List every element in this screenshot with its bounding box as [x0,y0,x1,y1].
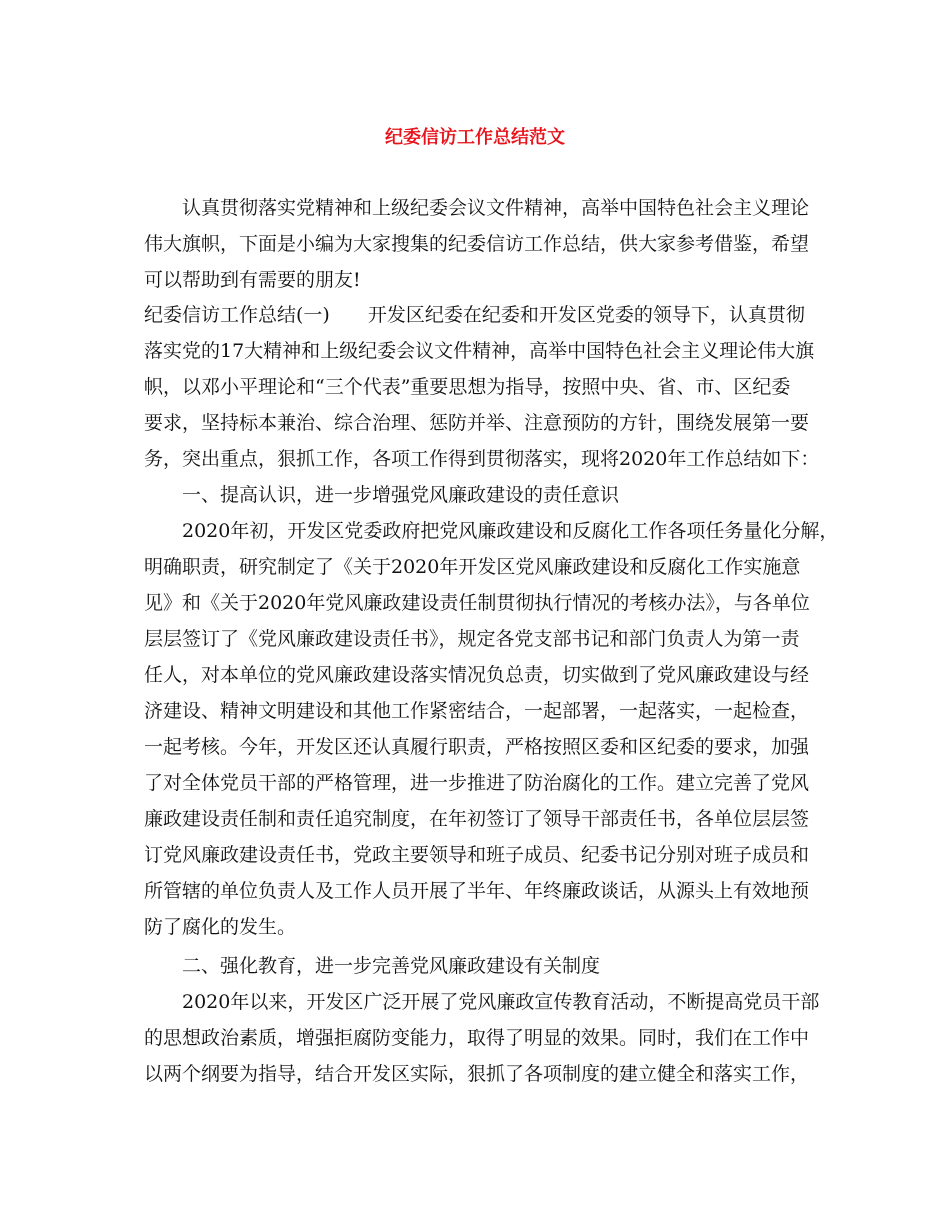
body-line: 明确职责，研究制定了《关于2020年开发区党风廉政建设和反腐化工作实施意 [144,556,801,578]
body-line: 落实党的17大精神和上级纪委会议文件精神，高举中国特色社会主义理论伟大旗 [144,340,815,362]
body-line: 帜，以邓小平理论和“三个代表”重要思想为指导，按照中央、省、市、区纪委 [144,376,791,398]
body-line: 廉政建设责任制和责任追究制度，在年初签订了领导干部责任书，各单位层层签 [144,808,810,830]
body-line: 可以帮助到有需要的朋友! [144,269,361,291]
document-title: 纪委信访工作总结范文 [385,127,565,148]
body-line: 层层签订了《党风廉政建设责任书》，规定各党支部书记和部门负责人为第一责 [144,628,800,650]
body-line: 订党风廉政建设责任书，党政主要领导和班子成员、纪委书记分别对班子成员和 [144,844,810,866]
section-heading-line: 纪委信访工作总结(一) 开发区纪委在纪委和开发区党委的领导下，认真贯彻 [144,304,805,326]
body-line: 所管辖的单位负责人及工作人员开展了半年、年终廉政谈话，从源头上有效地预 [144,880,810,902]
body-line: 见》和《关于2020年党风廉政建设责任制贯彻执行情况的考核办法》，与各单位 [144,592,810,614]
body-line: 认真贯彻落实党精神和上级纪委会议文件精神，高举中国特色社会主义理论 [182,197,810,219]
body-line: 一起考核。今年，开发区还认真履行职责，严格按照区委和区纪委的要求，加强 [144,736,810,758]
body-line: 的思想政治素质，增强拒腐防变能力，取得了明显的效果。同时，我们在工作中 [144,1027,810,1049]
body-line: 2020年初，开发区党委政府把党风廉政建设和反腐化工作各项任务量化分解， [182,520,839,542]
body-line: 防了腐化的发生。 [144,916,297,938]
section-heading: 二、强化教育，进一步完善党风廉政建设有关制度 [182,955,601,977]
body-line: 以两个纲要为指导，结合开发区实际，狠抓了各项制度的建立健全和落实工作， [144,1063,810,1085]
body-line: 了对全体党员干部的严格管理，进一步推进了防治腐化的工作。建立完善了党风 [144,772,810,794]
body-line: 任人，对本单位的党风廉政建设落实情况负总责，切实做到了党风廉政建设与经 [144,664,810,686]
body-line: 2020年以来，开发区广泛开展了党风廉政宣传教育活动，不断提高党员干部 [182,991,820,1013]
body-line: 济建设、精神文明建设和其他工作紧密结合，一起部署，一起落实，一起检查， [144,700,810,722]
body-line: 伟大旗帜，下面是小编为大家搜集的纪委信访工作总结，供大家参考借鉴，希望 [144,233,810,255]
body-line: 要求，坚持标本兼治、综合治理、惩防并举、注意预防的方针，围绕发展第一要 [144,412,810,434]
body-line: 务，突出重点，狠抓工作，各项工作得到贯彻落实，现将2020年工作总结如下： [144,448,820,470]
section-heading: 一、提高认识，进一步增强党风廉政建设的责任意识 [182,484,620,506]
